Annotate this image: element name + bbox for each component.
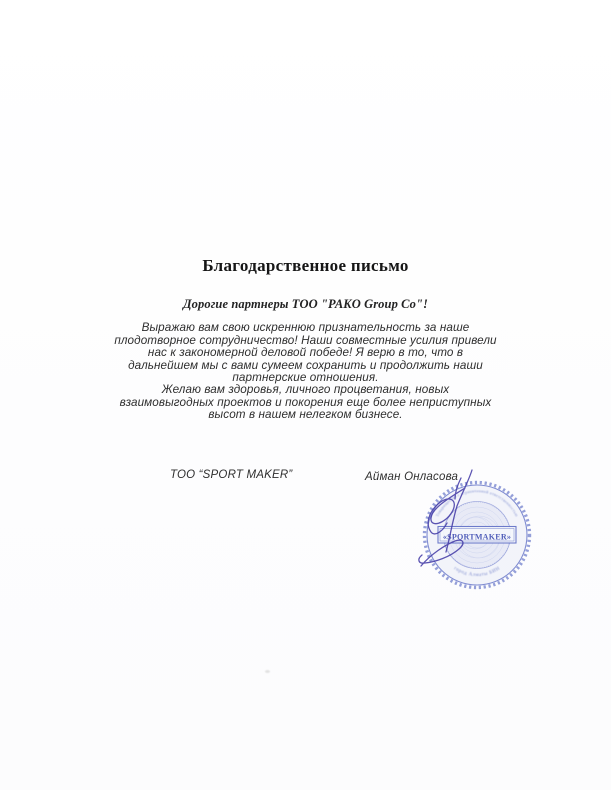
letter-title: Благодарственное письмо <box>202 256 409 275</box>
signature-company-name: ТОО “SPORT MAKER” <box>170 469 293 481</box>
stamp-seal <box>425 483 530 588</box>
paragraph-gratitude: Выражаю вам свою искреннюю признательность за наше плодотворное сотрудничество! Наши совместные усилия привели нас к закономерной деловой победе! Я верю в то, что в дальнейшем мы с вами сумеем сохранить и продолжить наши партнерские отношения. <box>114 321 497 385</box>
stamp-bottom-arc-text: город Алматы БИН <box>452 566 502 578</box>
signature-person-name: Айман Онласова <box>365 471 459 483</box>
paragraph-wishes: Желаю вам здоровья, личного процветания, новых взаимовыгодных проектов и покорения еще более неприступных высот в нашем нелегком бизнесе. <box>119 383 492 422</box>
scan-artifact-dot <box>265 670 270 673</box>
salutation-line: Дорогие партнеры ТОО "PAKO Group Co"! <box>183 297 428 311</box>
stamp-and-signature <box>405 448 540 598</box>
stamp-top-arc-text: Товарищество с ограниченной ответственностью <box>434 488 520 518</box>
stamp-center-text: «SPORTMAKER» <box>442 532 512 542</box>
